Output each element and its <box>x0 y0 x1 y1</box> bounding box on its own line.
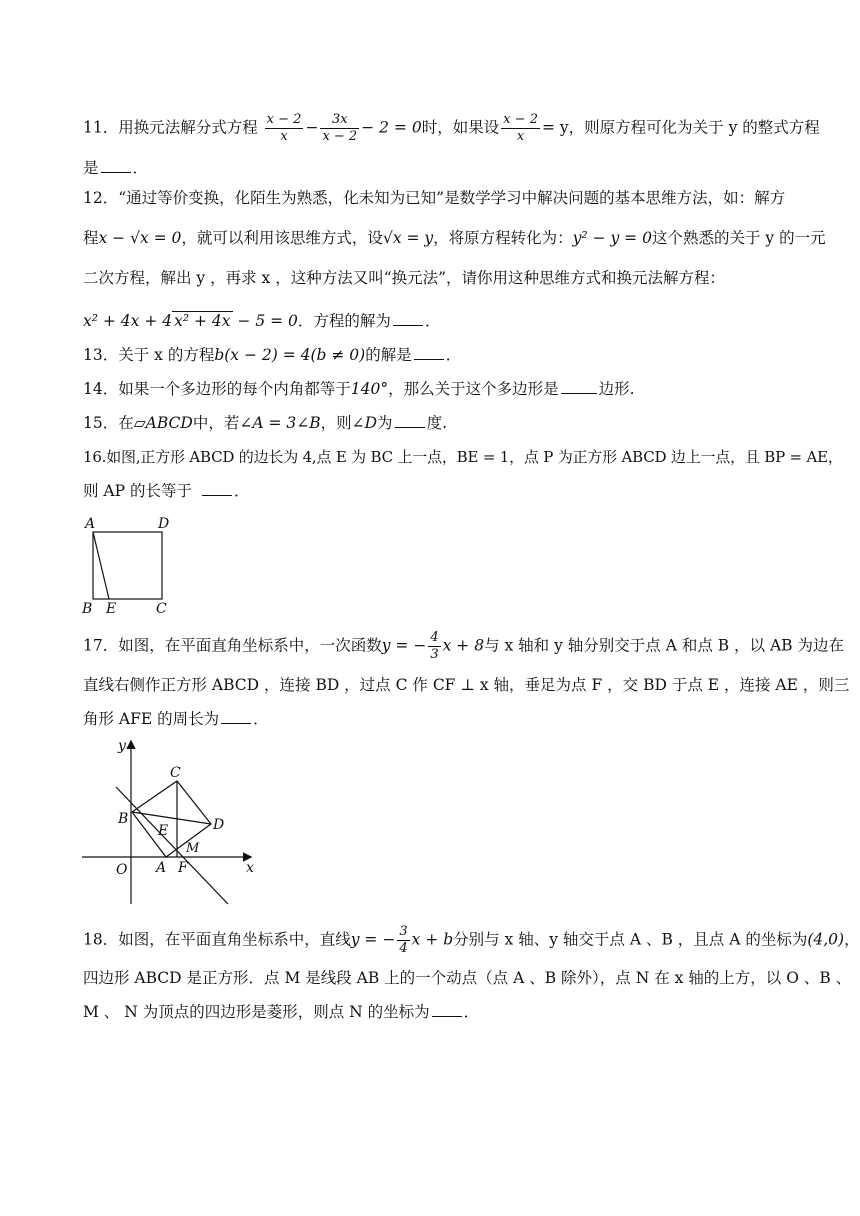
segment-ae <box>93 532 109 599</box>
label-y: y <box>118 738 126 754</box>
q12-text-2c: ，将原方程转化为： <box>433 229 573 247</box>
answer-blank-11[interactable] <box>101 158 131 173</box>
label-f: F <box>178 860 188 876</box>
q15-text-b: 中，若 <box>192 414 240 432</box>
q18-text-2: 四边形 ABCD 是正方形．点 M 是线段 AB 上的一个动点（点 A 、B 除外），点 N 在 x 轴的上方，以 O 、B 、 <box>83 969 852 987</box>
q12-text-2a: 程 <box>83 229 99 247</box>
question-11-line1: 11．用换元法解分式方程 $\frac{x - 2}{x}$ − $\frac{3x}{x - 2}$ − 2 = 0时，如果设 $\frac{x - 2}{x}$ = y，则原方程可化为关于 y 的整式方程 <box>83 112 820 144</box>
label-e: E <box>106 601 117 616</box>
q18-period: ． <box>463 1003 480 1021</box>
q18-text-3: M 、 N 为顶点的四边形是菱形，则点 N 的坐标为 <box>83 1003 430 1021</box>
q12-sqrt: x² + 4x <box>174 312 231 330</box>
question-12-line1 <box>83 186 786 210</box>
q11-fraction-2: $\frac{3x}{x - 2}$ <box>322 112 358 144</box>
q11-text-a: 11．用换元法解分式方程 <box>83 118 258 137</box>
q17-text-b: 与 x 轴和 y 轴分别交于点 A 和点 B ，以 AB 为边在 <box>484 636 844 655</box>
answer-blank-13[interactable] <box>414 345 444 360</box>
q12-text-1: 12．“通过等价变换，化陌生为熟悉，化未知为已知”是数学学习中解决问题的基本思维方法，如：解方 <box>83 189 786 207</box>
label-e: E <box>158 823 169 839</box>
question-12-line3 <box>83 266 783 290</box>
label-c: C <box>156 601 167 616</box>
segment-bd <box>132 812 211 824</box>
q15-equation: ∠A = 3∠B <box>239 414 321 432</box>
q14-text-c: 边形. <box>598 380 635 398</box>
question-12-line2 <box>83 226 826 250</box>
label-a: A <box>156 860 167 876</box>
question-18-line2 <box>83 966 852 990</box>
question-11-line2 <box>83 156 783 180</box>
label-b: B <box>118 811 129 827</box>
q14-text-b: ，那么关于这个多边形是 <box>388 380 559 398</box>
q15-text-d: 为 <box>377 414 393 432</box>
q17-text-3: 角形 AFE 的周长为 <box>83 710 220 728</box>
q17-text-2: 直线右侧作正方形 ABCD ，连接 BD ，过点 C 作 CF ⊥ x 轴，垂足为点 F ，交 BD 于点 E ，连接 AE ，则三 <box>83 676 850 694</box>
question-18-line3 <box>83 1000 783 1024</box>
line-ab <box>116 787 228 904</box>
question-17-line2 <box>83 673 850 697</box>
q11-text-d: 是 <box>83 159 99 177</box>
q15-text-a: 15．在 <box>83 414 134 432</box>
q14-text-a: 14．如果一个多边形的每个内角都等于 <box>83 380 351 398</box>
answer-blank-16[interactable] <box>202 481 232 496</box>
q17-period: ． <box>253 710 269 728</box>
q16-text-2: 则 AP 的长等于 <box>83 482 192 500</box>
label-o: O <box>116 862 128 878</box>
label-m: M <box>186 841 200 856</box>
q12-text-3: 二次方程，解出 y ，再求 x ，这种方法又叫“换元法”，请你用这种思维方式和换元法解方程： <box>83 269 726 287</box>
q17-text-a: 17．如图，在平面直角坐标系中，一次函数 <box>83 636 382 655</box>
q16-text-1: 16.如图,正方形 ABCD 的边长为 4,点 E 为 BC 上一点，BE = 1，点 P 为正方形 ABCD 边上一点，且 BP = AE， <box>83 448 843 466</box>
label-d: D <box>213 817 225 833</box>
label-c: C <box>170 765 181 781</box>
q18-text-b: 分别与 x 轴、y 轴交于点 A 、B ，且点 A 的坐标为 <box>453 930 808 949</box>
q17-fraction: $\frac{4}{3}$ <box>430 630 439 662</box>
q15-text-c: ，则 <box>320 414 352 432</box>
question-15 <box>83 411 783 435</box>
answer-blank-17[interactable] <box>221 709 251 724</box>
answer-blank-15[interactable] <box>395 413 425 428</box>
question-13 <box>83 343 783 367</box>
q18-coordinate: (4,0) <box>807 930 845 949</box>
answer-blank-18[interactable] <box>432 1002 462 1017</box>
q13-equation: b(x − 2) = 4(b ≠ 0) <box>214 346 366 364</box>
label-x: x <box>246 860 254 876</box>
q15-text-e: 度. <box>426 414 447 432</box>
q18-equation-b: x + b <box>411 930 454 949</box>
q12-text-2b: ，就可以利用该思维方式，设 <box>181 229 383 247</box>
answer-blank-12[interactable] <box>393 311 423 326</box>
q11-period: ． <box>132 159 149 177</box>
q12-period: ． <box>424 312 441 330</box>
q11-fraction-1: $\frac{x - 2}{x}$ <box>266 112 302 144</box>
question-17-line3 <box>83 707 783 731</box>
figure-17-coordinate-diagram <box>78 732 264 908</box>
label-a: A <box>85 516 96 532</box>
q12-text-2d: 这个熟悉的关于 y 的一元 <box>651 229 826 247</box>
figure-16-square-diagram <box>80 512 180 616</box>
q12-equation-1: x − √x = 0 <box>98 229 182 247</box>
q11-equation: − 2 = 0 <box>361 118 422 137</box>
question-18-line1 <box>83 924 860 957</box>
q11-text-b: 时，如果设 <box>421 118 500 137</box>
q18-fraction: $\frac{3}{4}$ <box>399 924 408 956</box>
q18-text-c: ， <box>844 930 860 949</box>
q16-period: ． <box>233 482 250 500</box>
question-14 <box>83 377 783 401</box>
square-abcd <box>93 532 162 599</box>
q12-substitution: √x = y <box>382 229 434 247</box>
answer-blank-14[interactable] <box>561 379 597 394</box>
q13-text-b: 的解是 <box>365 346 412 364</box>
q12-text-4: ．方程的解为 <box>297 312 391 330</box>
q18-text-a: 18．如图，在平面直角坐标系中，直线 <box>83 930 351 949</box>
q11-text-c: = y，则原方程可化为关于 y 的整式方程 <box>541 118 820 137</box>
q12-equation-2: y² − y = 0 <box>572 229 652 247</box>
q18-equation-a: y = − <box>350 930 396 949</box>
question-16-line2 <box>83 479 783 503</box>
q13-period: ． <box>445 346 462 364</box>
question-17-line1 <box>83 630 844 663</box>
question-16-line1 <box>83 445 843 469</box>
q15-parallelogram: ▱ABCD <box>133 414 193 432</box>
q11-fraction-3: $\frac{x - 2}{x}$ <box>503 112 538 144</box>
q12-equation-3a: x² + 4x + 4 <box>83 312 173 330</box>
question-12-line4 <box>83 309 783 333</box>
q15-angle: ∠D <box>351 414 378 432</box>
q14-angle: 140° <box>350 380 389 398</box>
q13-text-a: 13．关于 x 的方程 <box>83 346 215 364</box>
q17-equation-b: x + 8 <box>442 636 485 655</box>
q12-equation-3b: − 5 = 0 <box>232 312 298 330</box>
label-b: B <box>82 601 93 616</box>
q17-equation-a: y = − <box>381 636 427 655</box>
label-d: D <box>158 516 170 532</box>
